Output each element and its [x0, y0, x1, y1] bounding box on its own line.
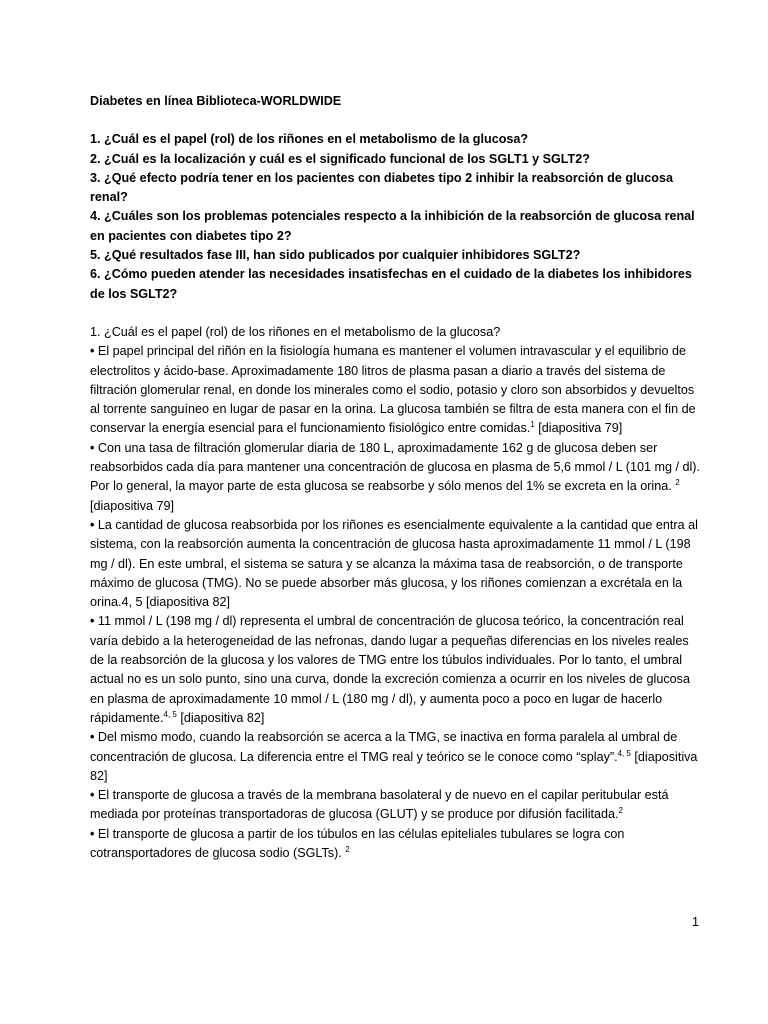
question-item: 4. ¿Cuáles son los problemas potenciales respecto a la inhibición de la reabsorción de glucosa renal en pacientes con diabetes tipo 2?	[90, 209, 695, 243]
question-item: 6. ¿Cómo pueden atender las necesidades insatisfechas en el cuidado de la diabetes los inhibidores de los SGLT2?	[90, 267, 692, 301]
bullet-mark: •	[90, 826, 95, 841]
citation-superscript: 1	[530, 420, 535, 430]
bullet-text: El transporte de glucosa a través de la membrana basolateral y de nuevo en el capilar peritubular está mediada por proteínas transportadoras de glucosa (GLUT) y se produce por difusión facilitada.	[90, 788, 669, 822]
slide-reference: [diapositiva 79]	[534, 421, 623, 436]
citation-superscript: 4, 5	[617, 748, 631, 758]
bullet-mark: •	[90, 788, 95, 803]
slide-reference: [diapositiva 79]	[90, 498, 175, 513]
bullet-text: La cantidad de glucosa reabsorbida por los riñones es esencialmente equivalente a la cantidad que entra al sistema, con la reabsorción aumenta la concentración de glucosa hasta aproximadamente 11 mmol / L (198 mg / dl). En este umbral, el sistema se satura y se alcanza la máxima tasa de reabsorción, o de transporte máximo de glucosa (TMG). No se puede absorber más glucosa, y los riñones comienzan a excrétala en la orina.4, 5 [diapositiva 82]	[90, 517, 698, 610]
question-list	[90, 130, 702, 304]
bullet-text: El transporte de glucosa a partir de los túbulos en las células epiteliales tubulares se logra con cotransportadores de glucosa sodio (SGLTs).	[90, 826, 625, 860]
question-item: 2. ¿Cuál es la localización y cuál es el significado funcional de los SGLT1 y SGLT2?	[90, 151, 590, 166]
bullet-item	[90, 825, 702, 864]
answer-heading: 1. ¿Cuál es el papel (rol) de los riñones en el metabolismo de la glucosa?	[90, 324, 501, 339]
bullet-item	[90, 516, 702, 612]
document-body	[90, 92, 702, 863]
bullet-mark: •	[90, 440, 95, 455]
answer-bullet-list	[90, 342, 702, 863]
bullet-item	[90, 612, 702, 728]
citation-superscript: 2	[345, 844, 350, 854]
bullet-item	[90, 439, 702, 516]
citation-superscript: 4, 5	[163, 709, 177, 719]
citation-superscript: 2	[618, 806, 623, 816]
page-number: 1	[692, 915, 700, 929]
bullet-text: 11 mmol / L (198 mg / dl) representa el umbral de concentración de glucosa teórico, la concentración real varía debido a la heterogeneidad de las nefronas, dando lugar a pequeñas diferencias en los niveles reales de la reabsorción de la glucosa y los valores de TMG entre los túbulos individuales. Por lo tanto, el umbral actual no es un solo punto, sino una curva, donde la excreción comienza a ocurrir en los niveles de glucosa en plasma de aproximadamente 10 mmol / L (180 mg / dl), y aumenta poco a poco en lugar de hacerlo rápidamente.	[90, 614, 690, 725]
bullet-text: El papel principal del riñón en la fisiología humana es mantener el volumen intravascular y el equilibrio de electrolitos y ácido-base. Aproximadamente 180 litros de plasma pasan a diario a través del sistema de filtración glomerular renal, en donde los minerales como el sodio, potasio y cloro son absorbidos y devueltos al torrente sanguíneo en lugar de pasar en la orina. La glucosa también se filtra de esta manera con el fin de conservar la energía esencial para el funcionamiento fisiológico entre comidas.	[90, 344, 696, 436]
slide-reference: [diapositiva 82]	[176, 710, 265, 725]
bullet-mark: •	[90, 730, 95, 745]
bullet-mark: •	[90, 344, 95, 359]
bullet-item	[90, 342, 702, 438]
question-item: 1. ¿Cuál es el papel (rol) de los riñones en el metabolismo de la glucosa?	[90, 132, 529, 147]
slide-reference: [diapositiva 82]	[90, 749, 698, 783]
question-item: 5. ¿Qué resultados fase III, han sido publicados por cualquier inhibidores SGLT2?	[90, 248, 581, 263]
bullet-item	[90, 786, 702, 825]
bullet-text: Con una tasa de filtración glomerular diaria de 180 L, aproximadamente 162 g de glucosa deben ser reabsorbidos cada día para mantener una concentración de glucosa en plasma de 5,6 mmol / L (101 mg / dl). Por lo general, la mayor parte de esta glucosa se reabsorbe y sólo menos del 1% se excreta en la orina.	[90, 440, 700, 494]
document-title: Diabetes en línea Biblioteca-WORLDWIDE	[90, 94, 342, 108]
bullet-text: Del mismo modo, cuando la reabsorción se acerca a la TMG, se inactiva en forma paralela al umbral de concentración de glucosa. La diferencia entre el TMG real y teórico se le conoce como “splay”.	[90, 730, 678, 764]
bullet-mark: •	[90, 517, 95, 532]
bullet-item	[90, 728, 702, 786]
question-item: 3. ¿Qué efecto podría tener en los pacientes con diabetes tipo 2 inhibir la reabsorción de glucosa renal?	[90, 170, 673, 205]
bullet-mark: •	[90, 614, 95, 629]
citation-superscript: 2	[675, 478, 680, 488]
